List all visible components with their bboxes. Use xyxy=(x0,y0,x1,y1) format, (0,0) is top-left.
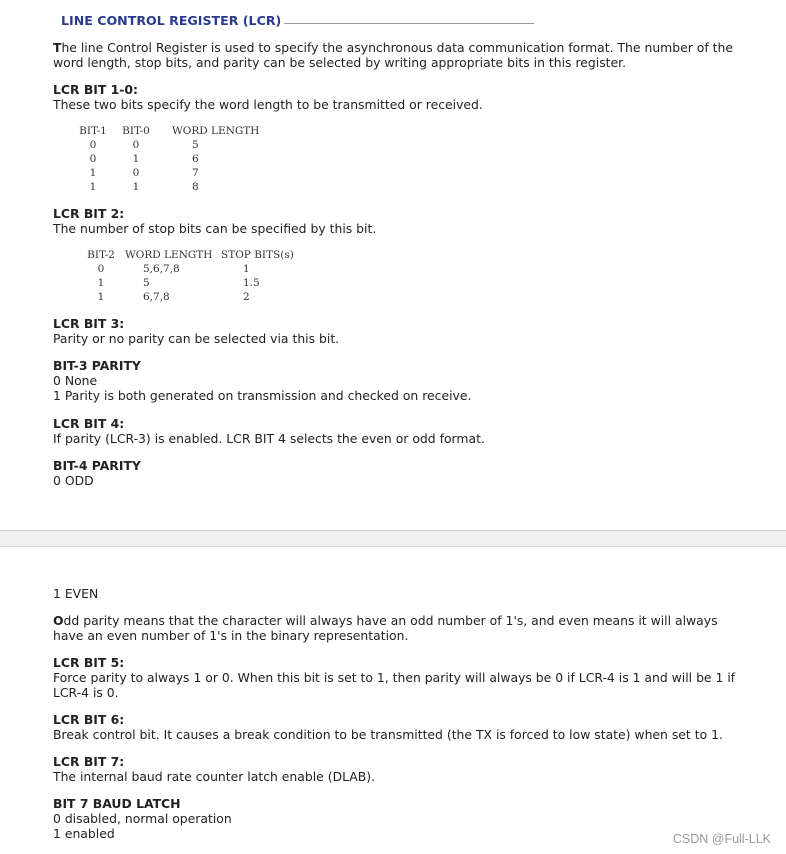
lcr-bit-4-desc: If parity (LCR-3) is enabled. LCR BIT 4 selects the even or odd format. xyxy=(53,431,485,446)
lcr-bit-7-desc: The internal baud rate counter latch enable (DLAB). xyxy=(53,769,376,784)
table-cell: 0 xyxy=(132,167,140,179)
table-cell: 1 xyxy=(97,277,105,289)
column-header: STOP BITS(s) xyxy=(221,249,294,261)
table-header-row xyxy=(83,248,313,262)
lcr-bit-5-heading: LCR BIT 5: xyxy=(53,655,125,670)
table-cell: 2 xyxy=(243,291,250,303)
table-cell: 5 xyxy=(192,139,199,151)
column-header: BIT-2 xyxy=(87,249,115,261)
table-cell: 1 xyxy=(132,153,140,165)
table-cell: 1.5 xyxy=(243,277,260,289)
table-cell: 1 xyxy=(89,181,97,193)
intro-paragraph xyxy=(53,40,743,70)
column-header: WORD LENGTH xyxy=(125,249,213,261)
table-row xyxy=(83,276,313,290)
table-row xyxy=(83,262,313,276)
table-cell: 5,6,7,8 xyxy=(143,263,180,275)
intro-first-letter: T xyxy=(53,40,62,55)
bit-7-baud-heading: BIT 7 BAUD LATCH xyxy=(53,796,181,811)
section-title: LINE CONTROL REGISTER (LCR) xyxy=(61,13,282,28)
table-cell: 0 xyxy=(89,153,97,165)
lcr-bit-1-0-heading: LCR BIT 1-0: xyxy=(53,82,139,97)
table-cell: 6 xyxy=(192,153,199,165)
lcr-bit-2-desc: The number of stop bits can be specified by this bit. xyxy=(53,221,377,236)
lcr-bit-2-heading: LCR BIT 2: xyxy=(53,206,125,221)
stop-bits-table xyxy=(83,248,313,304)
table-cell: 1 xyxy=(243,263,250,275)
table-row xyxy=(76,166,260,180)
bit-4-parity-heading: BIT-4 PARITY xyxy=(53,458,141,473)
odd-even-text: dd parity means that the character will always have an odd number of 1's, and even means it will always have an even number of 1's in the binary representation. xyxy=(53,613,718,643)
bit-7-baud-line-1: 0 disabled, normal operation xyxy=(53,811,232,826)
intro-text: he line Control Register is used to specify the asynchronous data communication format. The number of the word length, stop bits, and parity can be selected by writing appropriate bits in this register. xyxy=(53,40,733,70)
word-length-table xyxy=(76,124,260,194)
page-break-separator xyxy=(0,530,786,547)
table-cell: 1 xyxy=(97,291,105,303)
table-row xyxy=(83,290,313,304)
odd-even-paragraph xyxy=(53,613,743,643)
lcr-bit-6-desc: Break control bit. It causes a break condition to be transmitted (the TX is forced to low state) when set to 1. xyxy=(53,727,723,742)
lcr-bit-1-0-desc: These two bits specify the word length to be transmitted or received. xyxy=(53,97,483,112)
table-header-row xyxy=(76,124,260,138)
column-header: BIT-0 xyxy=(122,125,150,137)
table-cell: 1 xyxy=(132,181,140,193)
title-underline-rule xyxy=(284,23,534,24)
lcr-bit-7-heading: LCR BIT 7: xyxy=(53,754,125,769)
watermark-text: CSDN @Full-LLK xyxy=(672,832,771,846)
table-cell: 0 xyxy=(132,139,140,151)
column-header: WORD LENGTH xyxy=(172,125,260,137)
column-header: BIT-1 xyxy=(79,125,107,137)
table-cell: 0 xyxy=(97,263,105,275)
table-row xyxy=(76,180,260,194)
table-cell: 0 xyxy=(89,139,97,151)
bit-3-parity-line-1: 0 None xyxy=(53,373,98,388)
lcr-bit-4-heading: LCR BIT 4: xyxy=(53,416,125,431)
bit-7-baud-line-2: 1 enabled xyxy=(53,826,115,841)
bit-3-parity-line-2: 1 Parity is both generated on transmission and checked on receive. xyxy=(53,388,472,403)
table-cell: 6,7,8 xyxy=(143,291,170,303)
table-cell: 7 xyxy=(192,167,199,179)
odd-first-letter: O xyxy=(53,613,64,628)
lcr-bit-3-desc: Parity or no parity can be selected via this bit. xyxy=(53,331,340,346)
bit-3-parity-heading: BIT-3 PARITY xyxy=(53,358,141,373)
lcr-bit-6-heading: LCR BIT 6: xyxy=(53,712,125,727)
table-cell: 5 xyxy=(143,277,150,289)
lcr-bit-5-desc: Force parity to always 1 or 0. When this bit is set to 1, then parity will always be 0 if LCR-4 is 1 and will be 1 if LCR-4 is 0. xyxy=(53,670,736,700)
lcr-bit-3-heading: LCR BIT 3: xyxy=(53,316,125,331)
table-row xyxy=(76,138,260,152)
bit-4-parity-line-2: 1 EVEN xyxy=(53,586,99,601)
table-row xyxy=(76,152,260,166)
table-cell: 8 xyxy=(192,181,199,193)
document-page-2 xyxy=(0,547,786,854)
table-cell: 1 xyxy=(89,167,97,179)
bit-4-parity-line-1: 0 ODD xyxy=(53,473,94,488)
